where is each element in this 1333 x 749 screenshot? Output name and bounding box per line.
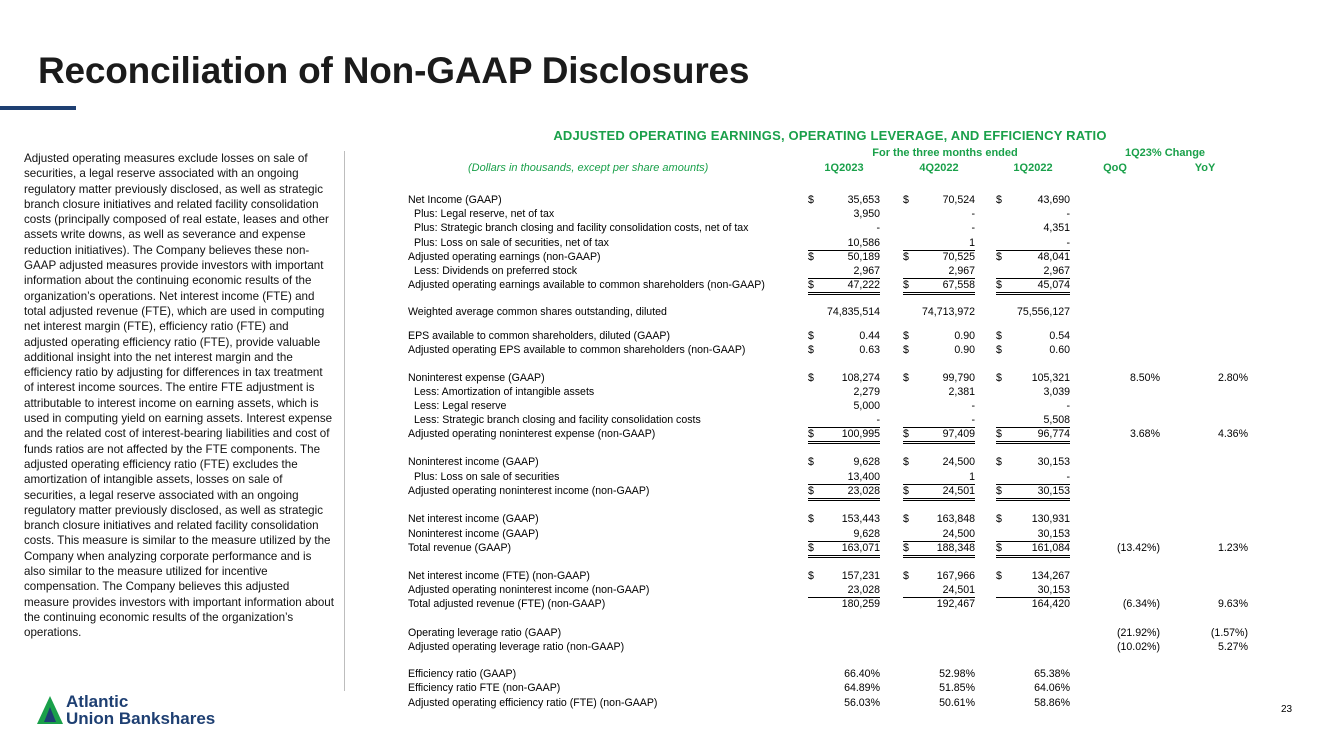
dollar-sign: $	[996, 428, 1002, 440]
dollar-sign: $	[996, 344, 1002, 356]
dollar-sign: $	[996, 194, 1002, 206]
change-header: 1Q23% Change	[1124, 147, 1206, 159]
table-row	[0, 484, 1333, 498]
dollar-sign: $	[903, 330, 909, 342]
table-row	[0, 569, 1333, 583]
cell-value: 0.54	[1049, 330, 1070, 342]
cell-value: 105,321	[1031, 372, 1070, 384]
dollar-sign: $	[903, 279, 909, 291]
dollar-sign: $	[996, 485, 1002, 497]
value-cell	[903, 696, 975, 710]
cell-value: 1	[969, 237, 975, 249]
dollar-sign: $	[903, 344, 909, 356]
cell-value: 2,381	[948, 386, 975, 398]
value-cell	[996, 278, 1070, 295]
table-row	[0, 264, 1333, 278]
row-label: Adjusted operating leverage ratio (non-GAAP)	[408, 641, 625, 653]
title-underline	[0, 106, 76, 110]
row-label: Noninterest income (GAAP)	[408, 528, 539, 540]
row-label: Total adjusted revenue (FTE) (non-GAAP)	[408, 598, 606, 610]
cell-value: 97,409	[942, 428, 975, 440]
value-cell	[808, 583, 880, 598]
yoy-value: (1.57%)	[1210, 627, 1248, 639]
dollar-sign: $	[808, 570, 814, 582]
cell-value: 70,524	[942, 194, 975, 206]
value-cell	[996, 667, 1070, 681]
row-label: Adjusted operating EPS available to common shareholders (non-GAAP)	[408, 344, 746, 356]
dollar-sign: $	[808, 344, 814, 356]
table-row	[0, 250, 1333, 264]
value-cell	[903, 385, 975, 399]
value-cell	[903, 427, 975, 444]
row-label: Adjusted operating efficiency ratio (FTE) (non-GAAP)	[408, 697, 658, 709]
cell-value: 5,508	[1043, 414, 1070, 426]
cell-value: -	[971, 208, 975, 220]
row-label: Adjusted operating noninterest income (non-GAAP)	[408, 485, 650, 497]
cell-value: -	[1066, 237, 1070, 249]
dollar-sign: $	[903, 251, 909, 263]
row-label: Net interest income (FTE) (non-GAAP)	[408, 570, 590, 582]
value-cell	[996, 413, 1070, 428]
cell-value: 45,074	[1037, 279, 1070, 291]
row-label: Less: Strategic branch closing and facility consolidation costs	[414, 414, 701, 426]
cell-value: 24,501	[942, 485, 975, 497]
dollar-sign: $	[808, 372, 814, 384]
value-cell	[808, 484, 880, 501]
cell-value: 43,690	[1037, 194, 1070, 206]
dollar-sign: $	[903, 456, 909, 468]
cell-value: -	[876, 414, 880, 426]
value-cell	[808, 305, 880, 319]
cell-value: 23,028	[847, 485, 880, 497]
value-cell	[996, 385, 1070, 399]
value-cell	[903, 470, 975, 485]
table-row	[0, 371, 1333, 385]
page-number: 23	[1281, 704, 1293, 715]
value-cell	[808, 427, 880, 444]
value-cell	[903, 640, 975, 654]
cell-value: 0.60	[1049, 344, 1070, 356]
cell-value: 3,950	[853, 208, 880, 220]
value-cell	[808, 626, 880, 640]
table-row	[0, 221, 1333, 235]
qoq-value: (6.34%)	[1122, 598, 1160, 610]
page-title: Reconciliation of Non-GAAP Disclosures	[38, 50, 750, 91]
qoq-value: (21.92%)	[1117, 627, 1160, 639]
value-cell	[808, 329, 880, 343]
value-cell	[903, 583, 975, 598]
value-cell	[996, 512, 1070, 526]
dollar-sign: $	[808, 485, 814, 497]
cell-value: 108,274	[841, 372, 880, 384]
value-cell	[808, 640, 880, 654]
col-header-1q2022: 1Q2022	[1013, 162, 1053, 174]
cell-value: 5,000	[853, 400, 880, 412]
value-cell	[996, 527, 1070, 542]
dollar-sign: $	[996, 513, 1002, 525]
row-label: Plus: Strategic branch closing and facility consolidation costs, net of tax	[414, 222, 749, 234]
value-cell	[808, 264, 880, 279]
value-cell	[996, 681, 1070, 695]
table-row	[0, 329, 1333, 343]
table-row	[0, 207, 1333, 221]
cell-value: 3,039	[1043, 386, 1070, 398]
cell-value: 30,153	[1037, 485, 1070, 497]
value-cell	[808, 455, 880, 469]
cell-value: 58.86%	[1034, 697, 1070, 709]
value-cell	[808, 250, 880, 264]
cell-value: 157,231	[841, 570, 880, 582]
cell-value: 163,071	[841, 542, 880, 554]
dollar-sign: $	[808, 194, 814, 206]
table-title: ADJUSTED OPERATING EARNINGS, OPERATING LEVERAGE, AND EFFICIENCY RATIO	[553, 128, 1107, 143]
cell-value: 51.85%	[939, 682, 975, 694]
cell-value: 47,222	[847, 279, 880, 291]
value-cell	[996, 399, 1070, 413]
cell-value: 9,628	[853, 456, 880, 468]
dollar-sign: $	[996, 570, 1002, 582]
cell-value: -	[1066, 208, 1070, 220]
value-cell	[808, 470, 880, 485]
value-cell	[903, 399, 975, 413]
cell-value: 9,628	[853, 528, 880, 540]
dollar-sign: $	[903, 485, 909, 497]
row-label: Noninterest income (GAAP)	[408, 456, 539, 468]
table-row	[0, 278, 1333, 292]
value-cell	[996, 305, 1070, 319]
table-row	[0, 597, 1333, 611]
dollar-sign: $	[903, 513, 909, 525]
value-cell	[808, 193, 880, 207]
cell-value: -	[1066, 400, 1070, 412]
cell-value: -	[971, 222, 975, 234]
row-label: Adjusted operating noninterest income (non-GAAP)	[408, 584, 650, 596]
cell-value: 100,995	[841, 428, 880, 440]
value-cell	[903, 207, 975, 221]
table-row	[0, 305, 1333, 319]
cell-value: 0.90	[954, 330, 975, 342]
value-cell	[903, 221, 975, 235]
logo-line-1: Atlantic	[66, 692, 129, 711]
value-cell	[996, 329, 1070, 343]
yoy-value: 5.27%	[1217, 641, 1248, 653]
cell-value: 65.38%	[1034, 668, 1070, 680]
table-row	[0, 640, 1333, 654]
logo-wordmark	[66, 693, 215, 727]
value-cell	[808, 236, 880, 251]
value-cell	[996, 696, 1070, 710]
table-row	[0, 541, 1333, 555]
cell-value: 24,500	[942, 528, 975, 540]
value-cell	[996, 470, 1070, 485]
value-cell	[808, 512, 880, 526]
value-cell	[903, 329, 975, 343]
period-header: For the three months ended	[872, 147, 1018, 159]
value-cell	[996, 541, 1070, 558]
col-header-1q2023: 1Q2023	[824, 162, 864, 174]
row-label: Adjusted operating noninterest expense (non-GAAP)	[408, 428, 656, 440]
value-cell	[903, 512, 975, 526]
cell-value: 96,774	[1037, 428, 1070, 440]
cell-value: 0.44	[859, 330, 880, 342]
qoq-value: (10.02%)	[1117, 641, 1160, 653]
value-cell	[996, 193, 1070, 207]
table-row	[0, 470, 1333, 484]
row-label: EPS available to common shareholders, diluted (GAAP)	[408, 330, 671, 342]
dollar-sign: $	[903, 194, 909, 206]
value-cell	[996, 583, 1070, 598]
cell-value: 74,713,972	[921, 306, 975, 318]
row-label: Net Income (GAAP)	[408, 194, 502, 206]
row-label: Weighted average common shares outstanding, diluted	[408, 306, 667, 318]
cell-value: 134,267	[1031, 570, 1070, 582]
cell-value: 99,790	[942, 372, 975, 384]
qoq-value: 8.50%	[1129, 372, 1160, 384]
row-label: Operating leverage ratio (GAAP)	[408, 627, 562, 639]
dollar-sign: $	[996, 279, 1002, 291]
row-label: Adjusted operating earnings (non-GAAP)	[408, 251, 601, 263]
cell-value: 23,028	[847, 584, 880, 596]
value-cell	[808, 343, 880, 357]
row-label: Efficiency ratio FTE (non-GAAP)	[408, 682, 561, 694]
qoq-value: (13.42%)	[1117, 542, 1160, 554]
dollar-sign: $	[808, 513, 814, 525]
value-cell	[903, 250, 975, 264]
cell-value: -	[971, 400, 975, 412]
value-cell	[808, 597, 880, 611]
value-cell	[996, 597, 1070, 611]
units-note: (Dollars in thousands, except per share amounts)	[468, 162, 709, 174]
table-row	[0, 512, 1333, 526]
value-cell	[808, 221, 880, 235]
cell-value: 30,153	[1037, 528, 1070, 540]
table-row	[0, 193, 1333, 207]
value-cell	[808, 278, 880, 295]
dollar-sign: $	[808, 330, 814, 342]
logo-icon	[36, 694, 64, 726]
cell-value: 48,041	[1037, 251, 1070, 263]
value-cell	[808, 413, 880, 428]
value-cell	[808, 371, 880, 385]
dollar-sign: $	[808, 542, 814, 554]
col-header-4q2022: 4Q2022	[919, 162, 959, 174]
dollar-sign: $	[903, 428, 909, 440]
cell-value: 167,966	[936, 570, 975, 582]
value-cell	[903, 343, 975, 357]
value-cell	[903, 626, 975, 640]
value-cell	[903, 527, 975, 542]
value-cell	[996, 626, 1070, 640]
cell-value: 13,400	[847, 471, 880, 483]
cell-value: 75,556,127	[1016, 306, 1070, 318]
cell-value: 0.90	[954, 344, 975, 356]
cell-value: 52.98%	[939, 668, 975, 680]
value-cell	[903, 278, 975, 295]
cell-value: 30,153	[1037, 456, 1070, 468]
cell-value: 130,931	[1031, 513, 1070, 525]
dollar-sign: $	[996, 456, 1002, 468]
value-cell	[903, 541, 975, 558]
cell-value: 24,500	[942, 456, 975, 468]
value-cell	[996, 236, 1070, 251]
value-cell	[903, 597, 975, 611]
value-cell	[996, 250, 1070, 264]
cell-value: 164,420	[1031, 598, 1070, 610]
dollar-sign: $	[808, 251, 814, 263]
value-cell	[808, 541, 880, 558]
cell-value: 4,351	[1043, 222, 1070, 234]
logo-line-2: Union Bankshares	[66, 709, 216, 728]
value-cell	[996, 221, 1070, 235]
col-header-yoy: YoY	[1194, 162, 1216, 174]
cell-value: 188,348	[936, 542, 975, 554]
cell-value: 2,279	[853, 386, 880, 398]
dollar-sign: $	[903, 372, 909, 384]
row-label: Less: Amortization of intangible assets	[414, 386, 595, 398]
row-label: Less: Legal reserve	[414, 400, 507, 412]
row-label: Plus: Legal reserve, net of tax	[414, 208, 555, 220]
cell-value: 2,967	[853, 265, 880, 277]
value-cell	[996, 455, 1070, 469]
yoy-value: 1.23%	[1217, 542, 1248, 554]
row-label: Noninterest expense (GAAP)	[408, 372, 545, 384]
value-cell	[903, 484, 975, 501]
cell-value: 35,653	[847, 194, 880, 206]
yoy-value: 4.36%	[1217, 428, 1248, 440]
value-cell	[808, 569, 880, 583]
value-cell	[903, 305, 975, 319]
table-row	[0, 236, 1333, 250]
value-cell	[808, 667, 880, 681]
cell-value: -	[971, 414, 975, 426]
row-label: Plus: Loss on sale of securities	[414, 471, 560, 483]
value-cell	[808, 207, 880, 221]
value-cell	[903, 264, 975, 279]
value-cell	[996, 640, 1070, 654]
value-cell	[808, 681, 880, 695]
cell-value: 74,835,514	[826, 306, 880, 318]
value-cell	[903, 193, 975, 207]
dollar-sign: $	[808, 428, 814, 440]
table-row	[0, 427, 1333, 441]
value-cell	[808, 696, 880, 710]
cell-value: 2,967	[1043, 265, 1070, 277]
value-cell	[996, 207, 1070, 221]
dollar-sign: $	[996, 372, 1002, 384]
value-cell	[903, 667, 975, 681]
cell-value: -	[1066, 471, 1070, 483]
table-row	[0, 667, 1333, 681]
cell-value: 66.40%	[844, 668, 880, 680]
dollar-sign: $	[996, 542, 1002, 554]
value-cell	[996, 427, 1070, 444]
value-cell	[996, 343, 1070, 357]
table-row	[0, 413, 1333, 427]
dollar-sign: $	[996, 251, 1002, 263]
table-row	[0, 385, 1333, 399]
table-row	[0, 343, 1333, 357]
dollar-sign: $	[808, 279, 814, 291]
cell-value: 30,153	[1037, 584, 1070, 596]
cell-value: 2,967	[948, 265, 975, 277]
cell-value: 67,558	[942, 279, 975, 291]
cell-value: 161,084	[1031, 542, 1070, 554]
side-description: Adjusted operating measures exclude losses on sale of securities, a legal reserve associated with an ongoing regulatory matter previously disclosed, as well as strategic branch closure initiatives and related facility consolidation costs (principally composed of real estate, leases and other assets write downs, as well as severance and expense reduction initiatives). The Company believes these non-GAAP adjusted measures provide investors with important information about the continuing economic results of the organization’s operations. Net interest income (FTE) and total adjusted revenue (FTE), which are used in computing net interest margin (FTE), efficiency ratio (FTE) and adjusted operating efficiency ratio (FTE), provide valuable additional insight into the net interest margin and the efficiency ratio by adjusting for differences in tax treatment of interest income sources. The entire FTE adjustment is attributable to interest income on earning assets, which is used in computing yield on earning assets. Interest expense and the related cost of interest-bearing liabilities and cost of funds ratios are not affected by the FTE components. The adjusted operating efficiency ratio (FTE) excludes the amortization of intangible assets, losses on sale of securities, a legal reserve associated with an ongoing regulatory matter previously disclosed, as well as strategic branch closure initiatives and related facility consolidation costs. This measure is similar to the measure utilized by the Company when analyzing corporate performance and is also similar to the measure utilized for incentive compensation. The Company believes this adjusted measure provides investors with important information about the continuing economic results of the organization’s operations.	[24, 152, 334, 640]
cell-value: 24,501	[942, 584, 975, 596]
yoy-value: 2.80%	[1217, 372, 1248, 384]
dollar-sign: $	[996, 330, 1002, 342]
cell-value: 163,848	[936, 513, 975, 525]
dollar-sign: $	[903, 542, 909, 554]
cell-value: 50.61%	[939, 697, 975, 709]
cell-value: 70,525	[942, 251, 975, 263]
row-label: Total revenue (GAAP)	[408, 542, 512, 554]
cell-value: 1	[969, 471, 975, 483]
cell-value: 64.06%	[1034, 682, 1070, 694]
cell-value: 153,443	[841, 513, 880, 525]
cell-value: 50,189	[847, 251, 880, 263]
value-cell	[808, 399, 880, 413]
row-label: Adjusted operating earnings available to common shareholders (non-GAAP)	[408, 279, 765, 291]
value-cell	[903, 371, 975, 385]
row-label: Plus: Loss on sale of securities, net of tax	[414, 237, 609, 249]
value-cell	[996, 371, 1070, 385]
row-label: Efficiency ratio (GAAP)	[408, 668, 517, 680]
table-row	[0, 455, 1333, 469]
cell-value: 64.89%	[844, 682, 880, 694]
cell-value: -	[876, 222, 880, 234]
value-cell	[996, 264, 1070, 279]
cell-value: 180,259	[841, 598, 880, 610]
yoy-value: 9.63%	[1217, 598, 1248, 610]
value-cell	[903, 236, 975, 251]
table-row	[0, 399, 1333, 413]
value-cell	[996, 484, 1070, 501]
value-cell	[903, 681, 975, 695]
col-header-qoq: QoQ	[1103, 162, 1127, 174]
value-cell	[903, 455, 975, 469]
qoq-value: 3.68%	[1129, 428, 1160, 440]
table-row	[0, 527, 1333, 541]
dollar-sign: $	[808, 456, 814, 468]
value-cell	[808, 527, 880, 542]
cell-value: 56.03%	[844, 697, 880, 709]
row-label: Net interest income (GAAP)	[408, 513, 539, 525]
value-cell	[808, 385, 880, 399]
cell-value: 0.63	[859, 344, 880, 356]
table-row	[0, 626, 1333, 640]
value-cell	[996, 569, 1070, 583]
dollar-sign: $	[903, 570, 909, 582]
row-label: Less: Dividends on preferred stock	[414, 265, 578, 277]
cell-value: 192,467	[936, 598, 975, 610]
value-cell	[903, 413, 975, 428]
cell-value: 10,586	[847, 237, 880, 249]
table-row	[0, 583, 1333, 597]
value-cell	[903, 569, 975, 583]
